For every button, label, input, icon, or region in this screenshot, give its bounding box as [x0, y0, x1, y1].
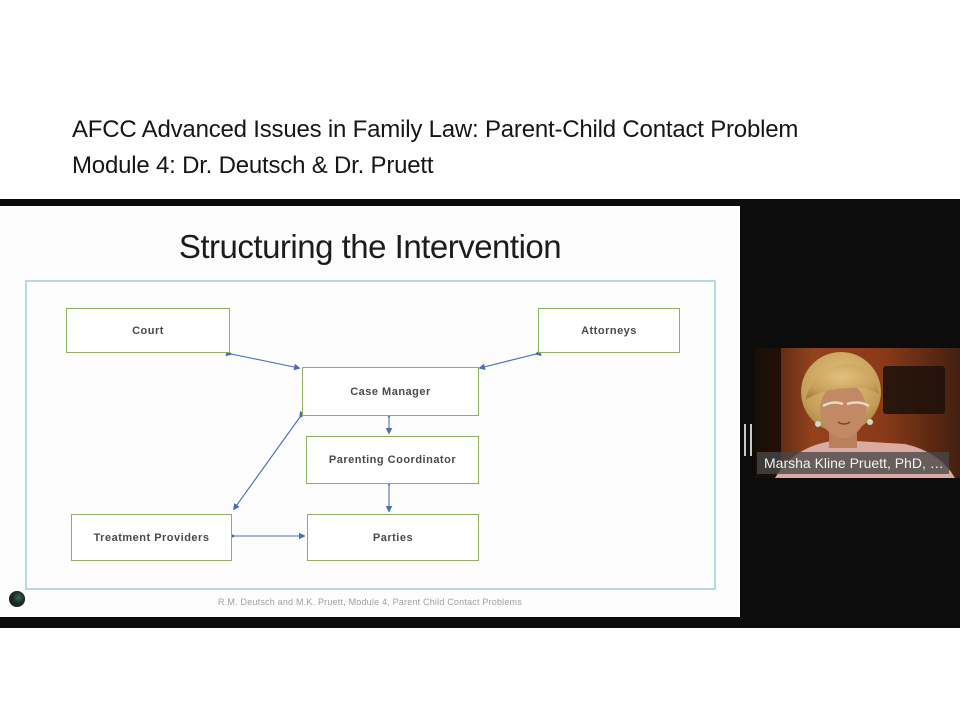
participant-video-tile[interactable] [755, 348, 960, 478]
webinar-title [72, 112, 902, 184]
diagram-node-treatment-providers [71, 514, 232, 561]
diagram-node-case-manager [302, 367, 479, 416]
diagram-node-parties [307, 514, 479, 561]
webinar-title-line1: AFCC Advanced Issues in Family Law: Parent-Child Contact Problem [72, 116, 799, 143]
node-label: Treatment Providers [93, 531, 210, 544]
panel-resize-handle-icon[interactable] [744, 424, 752, 456]
shared-slide [0, 206, 740, 617]
slide-title: Structuring the Intervention [178, 228, 562, 265]
node-label: Court [132, 324, 164, 337]
node-label: Parties [372, 531, 414, 544]
node-label: Case Manager [350, 385, 431, 398]
slide-footer-credit: R.M. Deutsch and M.K. Pruett, Module 4, Parent Child Contact Problems [218, 597, 522, 607]
screen-share-region [0, 199, 960, 628]
webinar-title-line2: Module 4: Dr. Deutsch & Dr. Pruett [72, 152, 434, 179]
node-label: Attorneys [581, 324, 637, 337]
diagram-node-parenting-coordinator [306, 436, 479, 484]
node-label: Parenting Coordinator [328, 454, 457, 466]
participant-name-label: Marsha Kline Pruett, PhD, … [757, 452, 949, 474]
diagram-node-attorneys [538, 308, 680, 353]
diagram-node-court [66, 308, 230, 353]
